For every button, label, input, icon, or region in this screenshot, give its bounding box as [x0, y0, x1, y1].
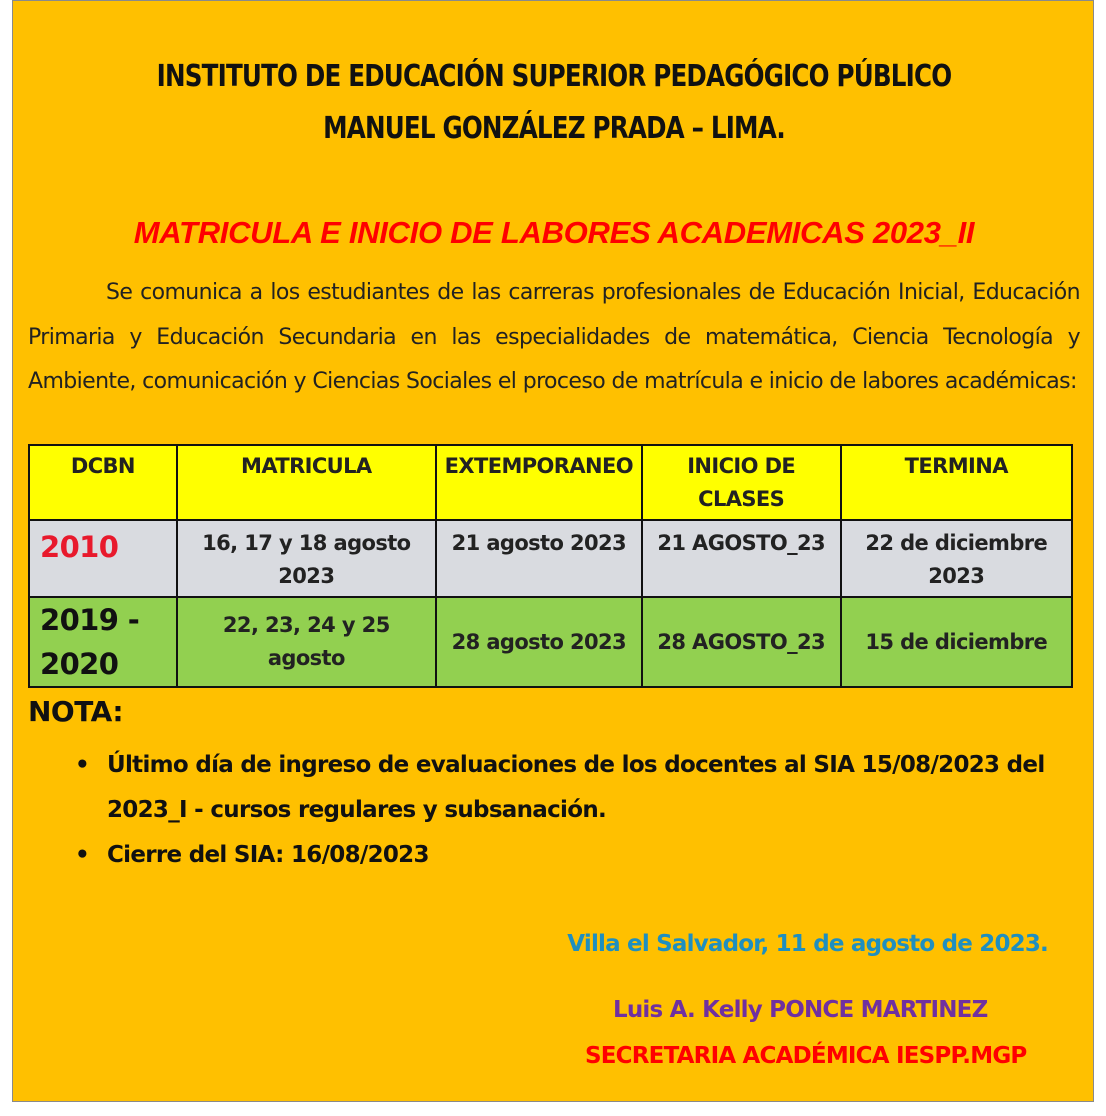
- cell-inicio-clases: 21 AGOSTO_23: [642, 520, 841, 597]
- institute-name-line2: MANUEL GONZÁLEZ PRADA – LIMA.: [323, 111, 785, 146]
- signer-name: Luis A. Kelly PONCE MARTINEZ: [613, 997, 988, 1023]
- list-item: [73, 743, 1083, 833]
- nota-title: NOTA:: [28, 695, 124, 728]
- signer-office: SECRETARIA ACADÉMICA IESPP.MGP: [585, 1043, 1027, 1069]
- cell-dcbn: 2010: [29, 520, 177, 597]
- nota-item-text: Cierre del SIA: 16/08/2023: [107, 842, 429, 868]
- bullet-icon: •: [75, 842, 90, 868]
- cell-termina: 22 de diciembre 2023: [841, 520, 1072, 597]
- cell-inicio-clases: 28 AGOSTO_23: [642, 597, 841, 687]
- list-item: [73, 833, 1083, 878]
- cell-extemporaneo: 28 agosto 2023: [436, 597, 642, 687]
- header-termina: TERMINA: [841, 445, 1072, 520]
- cell-matricula: 22, 23, 24 y 25 agosto: [177, 597, 436, 687]
- header-extemporaneo: EXTEMPORANEO: [436, 445, 642, 520]
- table-row: [29, 597, 1072, 687]
- cell-termina: 15 de diciembre: [841, 597, 1072, 687]
- cell-matricula: 16, 17 y 18 agosto 2023: [177, 520, 436, 597]
- nota-list: [73, 743, 1083, 878]
- intro-paragraph: Se comunica a los estudiantes de las carreras profesionales de Educación Inicial, Educación Primaria y Educación Secundaria en las especialidades de matemática, Ciencia Tecnología y Ambiente, comunicación y Ciencias Sociales el proceso de matrícula e inicio de labores académicas:: [28, 280, 1080, 394]
- institute-name-line1: INSTITUTO DE EDUCACIÓN SUPERIOR PEDAGÓGICO PÚBLICO: [156, 59, 952, 94]
- place-date: Villa el Salvador, 11 de agosto de 2023.: [567, 931, 1048, 957]
- announcement-page: [12, 0, 1094, 1102]
- nota-item-text: Último día de ingreso de evaluaciones de los docentes al SIA 15/08/2023 del 2023_I - cursos regulares y subsanación.: [107, 752, 1045, 823]
- header-inicio-clases: INICIO DE CLASES: [642, 445, 841, 520]
- header-dcbn: DCBN: [29, 445, 177, 520]
- table-row: [29, 520, 1072, 597]
- header-matricula: MATRICULA: [177, 445, 436, 520]
- cell-dcbn: 2019 - 2020: [29, 597, 177, 687]
- cell-extemporaneo: 21 agosto 2023: [436, 520, 642, 597]
- announcement-headline: MATRICULA E INICIO DE LABORES ACADEMICAS 2023_II: [133, 215, 975, 250]
- bullet-icon: •: [75, 752, 90, 778]
- table-header-row: [29, 445, 1072, 520]
- schedule-table: [28, 444, 1073, 688]
